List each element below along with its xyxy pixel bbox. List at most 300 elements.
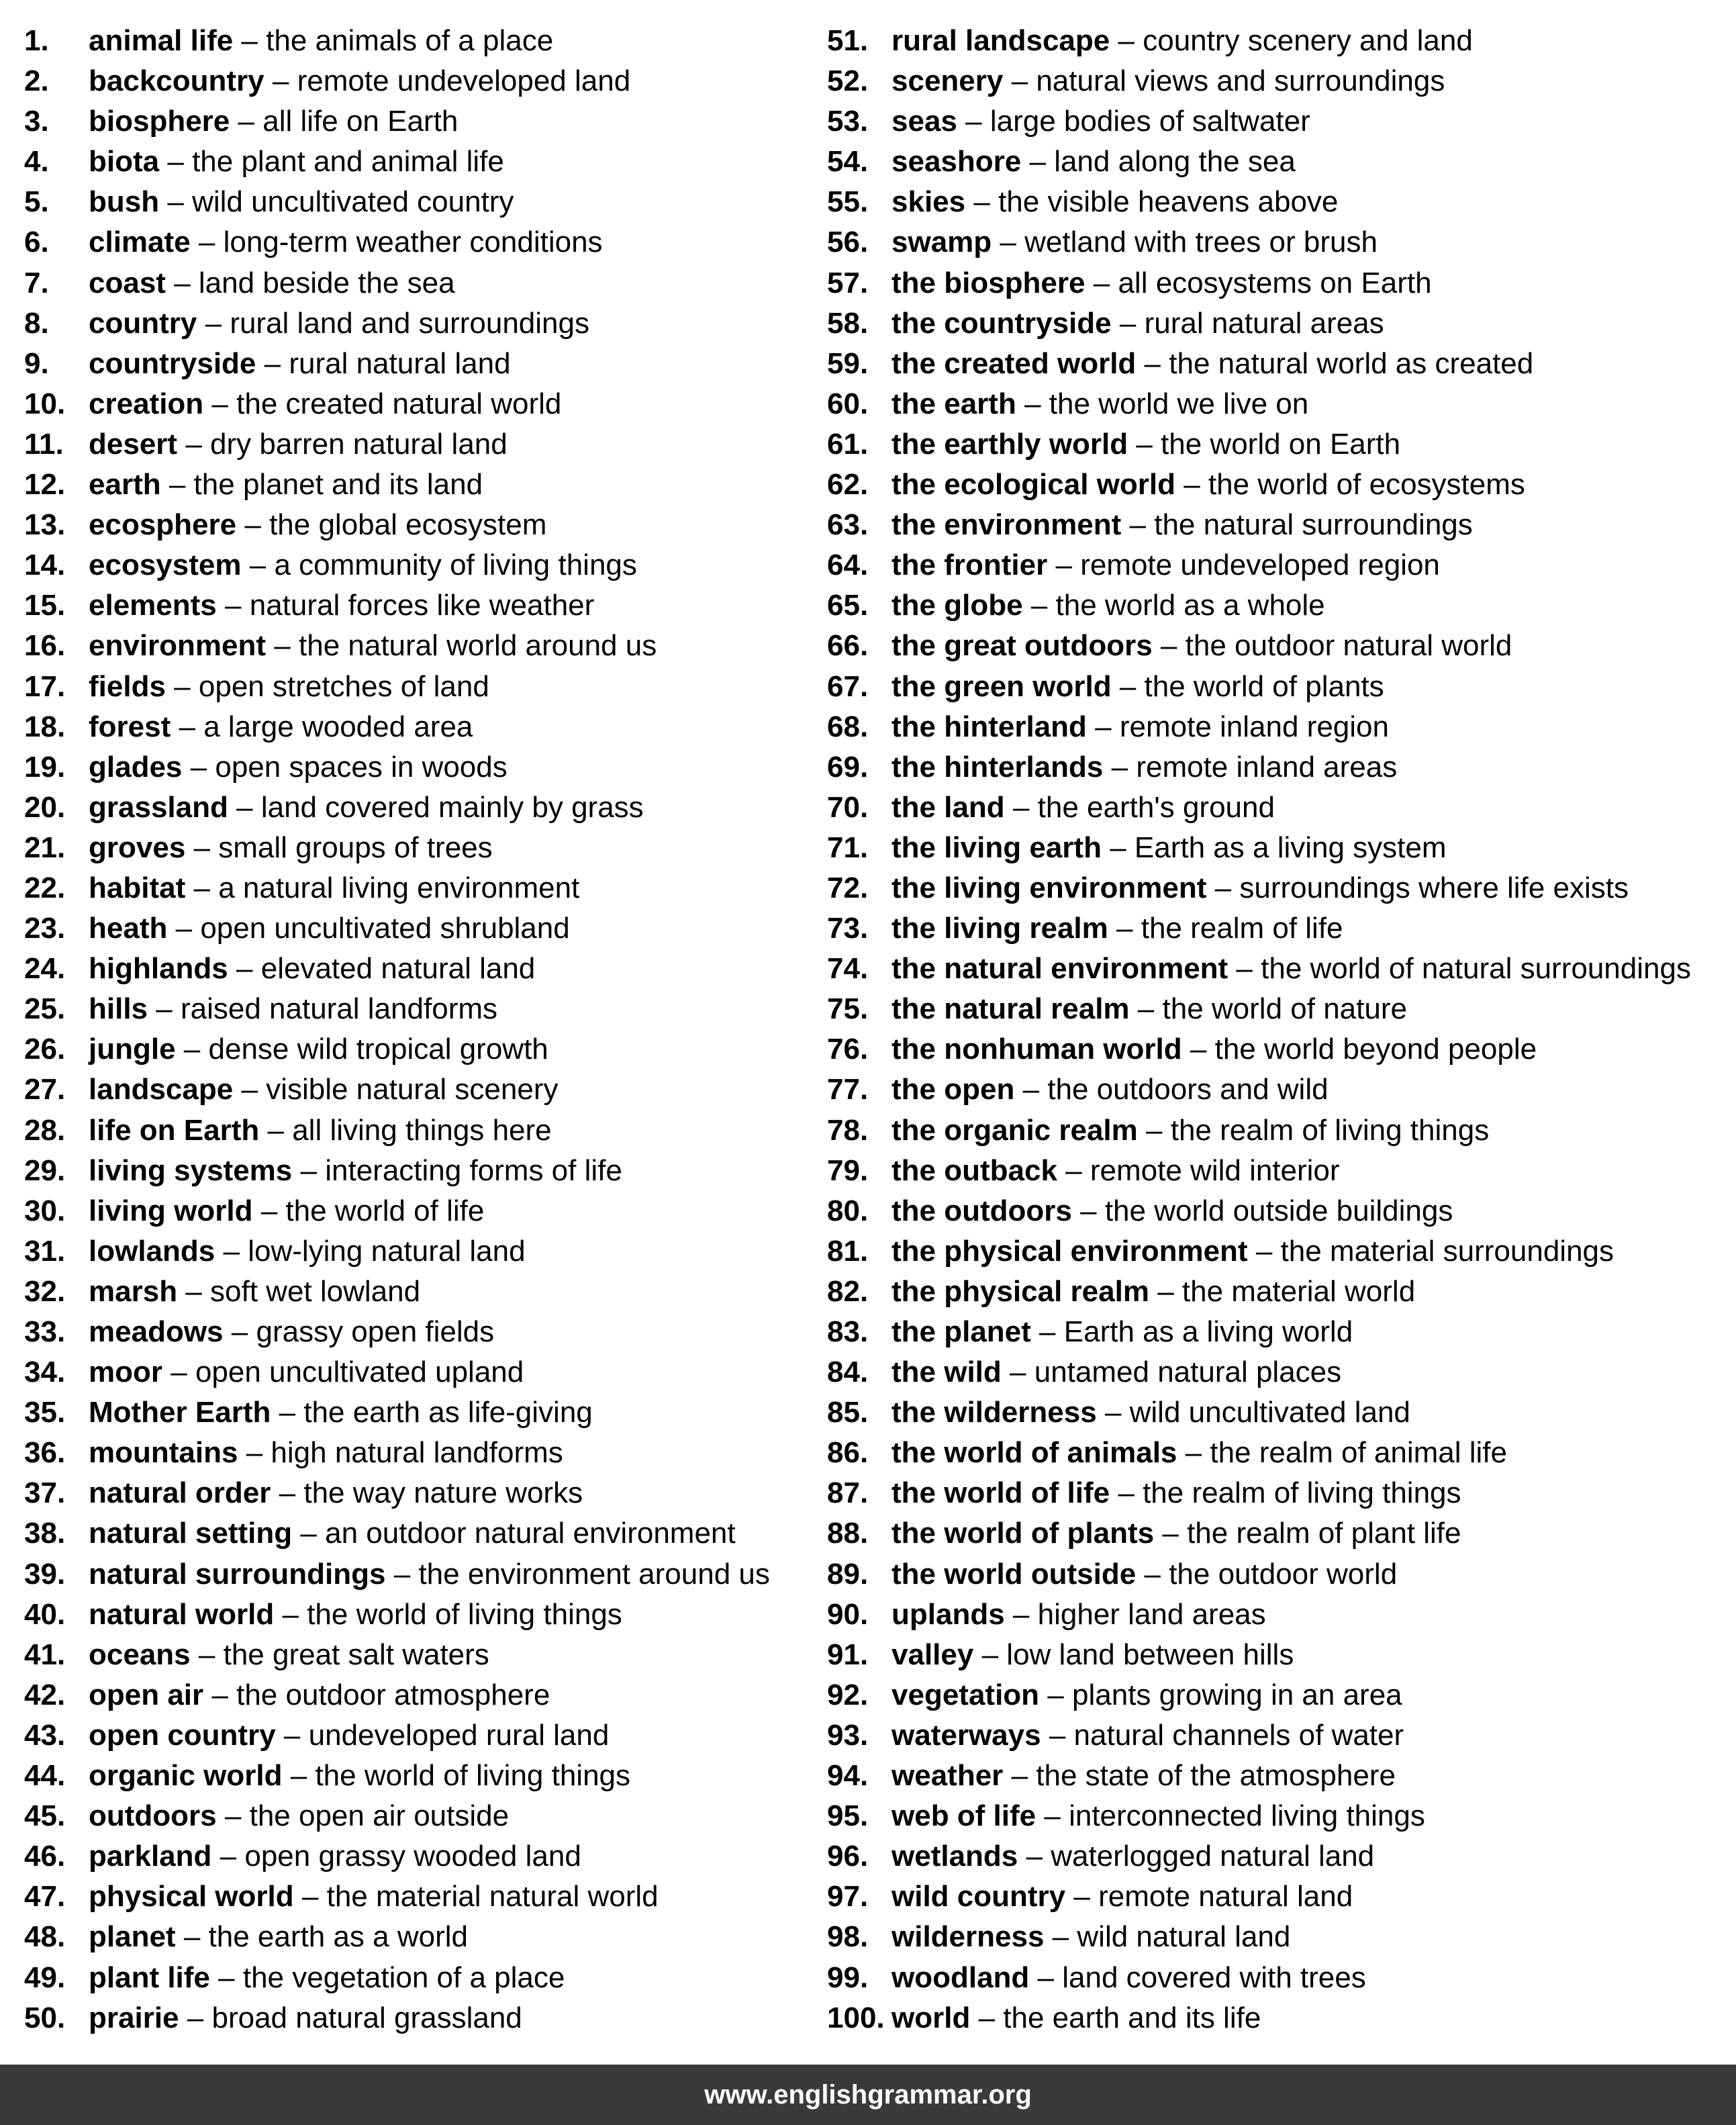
- item-definition: the vegetation of a place: [242, 1961, 565, 1994]
- list-item: [24, 545, 796, 585]
- item-term: animal life: [89, 24, 234, 57]
- list-item: [827, 1111, 1720, 1151]
- item-text: [891, 788, 1275, 828]
- item-separator: –: [225, 589, 242, 622]
- item-definition: remote undeveloped land: [297, 64, 631, 98]
- item-text: [891, 1352, 1341, 1392]
- item-definition: an outdoor natural environment: [325, 1517, 736, 1550]
- list-item: [827, 1029, 1720, 1070]
- item-separator: –: [981, 1638, 999, 1671]
- item-text: [891, 1473, 1461, 1513]
- item-separator: –: [1073, 1880, 1090, 1914]
- item-term: the living environment: [891, 871, 1207, 904]
- item-separator: –: [1144, 346, 1161, 380]
- item-number: 5.: [24, 185, 49, 219]
- item-term: the world outside: [891, 1557, 1137, 1591]
- item-term: the natural realm: [891, 992, 1130, 1026]
- item-number: 19.: [24, 750, 66, 784]
- item-term: seashore: [891, 145, 1022, 179]
- item-number: 83.: [827, 1315, 869, 1348]
- item-definition: the natural world as created: [1169, 346, 1534, 380]
- item-text: [891, 949, 1691, 989]
- item-definition: natural forces like weather: [249, 589, 595, 622]
- item-separator: –: [171, 1356, 187, 1389]
- item-separator: –: [193, 871, 210, 904]
- item-text: [891, 1231, 1614, 1272]
- item-text: [89, 1151, 622, 1191]
- item-term: groves: [89, 831, 186, 864]
- item-number: 85.: [827, 1396, 869, 1429]
- item-term: the natural environment: [891, 952, 1228, 986]
- item-number: 100.: [827, 2001, 885, 2034]
- item-text: [891, 182, 1338, 222]
- item-number: 47.: [24, 1880, 66, 1914]
- item-definition: grassy open fields: [256, 1315, 495, 1348]
- item-number: 37.: [24, 1476, 66, 1510]
- item-definition: soft wet lowland: [210, 1274, 421, 1308]
- list-item: [24, 626, 796, 666]
- item-text: [891, 465, 1525, 505]
- item-separator: –: [211, 1678, 228, 1711]
- item-term: the outback: [891, 1153, 1057, 1187]
- list-item: [24, 1231, 796, 1272]
- item-definition: dry barren natural land: [210, 427, 508, 461]
- item-term: living systems: [89, 1153, 293, 1187]
- item-definition: open uncultivated upland: [195, 1356, 524, 1389]
- item-definition: all living things here: [292, 1113, 552, 1147]
- item-definition: the world beyond people: [1214, 1033, 1537, 1066]
- list-item: [827, 1756, 1720, 1796]
- item-definition: rural land and surroundings: [230, 306, 589, 340]
- item-number: 8.: [24, 306, 49, 340]
- item-separator: –: [1129, 508, 1146, 542]
- item-definition: the world of ecosystems: [1208, 468, 1525, 502]
- item-text: [891, 1191, 1453, 1231]
- list-item: [24, 1796, 796, 1836]
- item-term: oceans: [89, 1638, 191, 1671]
- item-definition: the realm of living things: [1170, 1113, 1490, 1147]
- item-number: 92.: [827, 1678, 869, 1711]
- item-text: [89, 1595, 622, 1635]
- item-term: rural landscape: [891, 24, 1110, 57]
- item-number: 41.: [24, 1638, 66, 1671]
- item-text: [89, 585, 594, 626]
- item-term: the countryside: [891, 306, 1112, 340]
- item-number: 88.: [827, 1517, 869, 1550]
- item-definition: the outdoors and wild: [1047, 1073, 1329, 1106]
- item-number: 36.: [24, 1436, 66, 1470]
- item-text: [89, 263, 455, 303]
- item-definition: the earth as a world: [208, 1920, 468, 1954]
- item-number: 66.: [827, 629, 869, 663]
- item-text: [89, 989, 497, 1029]
- item-term: prairie: [89, 2001, 179, 2034]
- list-item: [827, 1151, 1720, 1191]
- item-term: ecosystem: [89, 549, 242, 582]
- item-definition: natural channels of water: [1073, 1718, 1404, 1752]
- item-term: world: [891, 2001, 971, 2034]
- item-separator: –: [1000, 226, 1016, 259]
- item-term: earth: [89, 468, 161, 502]
- item-text: [891, 344, 1533, 384]
- list-item: [827, 263, 1720, 303]
- list-item: [827, 505, 1720, 545]
- item-definition: the earth as life-giving: [303, 1396, 593, 1429]
- item-text: [89, 1513, 736, 1554]
- item-term: glades: [89, 750, 183, 784]
- item-definition: the world as a whole: [1055, 589, 1325, 622]
- item-term: country: [89, 306, 197, 340]
- list-item: [24, 989, 796, 1029]
- list-item: [24, 424, 796, 465]
- item-separator: –: [185, 1274, 202, 1308]
- item-text: [891, 1958, 1366, 1998]
- item-definition: the world of natural surroundings: [1261, 952, 1691, 986]
- item-separator: –: [1022, 1073, 1040, 1106]
- item-separator: –: [1055, 549, 1072, 582]
- item-separator: –: [393, 1557, 411, 1591]
- item-separator: –: [1065, 1153, 1082, 1187]
- item-definition: open uncultivated shrubland: [200, 912, 570, 945]
- item-definition: Earth as a living world: [1063, 1315, 1353, 1348]
- item-separator: –: [1026, 1840, 1043, 1873]
- item-number: 10.: [24, 387, 66, 420]
- list-item: [24, 747, 796, 788]
- list-item: [827, 747, 1720, 788]
- item-definition: broad natural grassland: [211, 2001, 522, 2034]
- list-item: [827, 1877, 1720, 1917]
- item-definition: the material world: [1182, 1274, 1416, 1308]
- list-item: [827, 667, 1720, 707]
- item-number: 12.: [24, 468, 66, 502]
- item-term: the ecological world: [891, 468, 1175, 502]
- item-number: 45.: [24, 1799, 66, 1833]
- item-text: [89, 747, 508, 788]
- item-term: environment: [89, 629, 267, 663]
- item-number: 79.: [827, 1153, 869, 1187]
- item-separator: –: [1255, 1234, 1273, 1268]
- item-number: 44.: [24, 1759, 66, 1793]
- list-item: [24, 101, 796, 142]
- list-item: [827, 384, 1720, 424]
- item-separator: –: [272, 64, 289, 98]
- item-definition: all life on Earth: [262, 105, 459, 138]
- item-text: [89, 21, 553, 61]
- list-item: [827, 1917, 1720, 1957]
- list-item: [24, 222, 796, 263]
- item-text: [89, 949, 535, 989]
- item-term: the planet: [891, 1315, 1031, 1348]
- item-text: [89, 1998, 522, 2038]
- item-text: [891, 222, 1378, 263]
- item-term: the earth: [891, 387, 1016, 420]
- item-text: [891, 424, 1400, 465]
- item-definition: surroundings where life exists: [1239, 871, 1629, 904]
- list-item: [24, 1836, 796, 1877]
- item-term: uplands: [891, 1597, 1005, 1631]
- item-term: wetlands: [891, 1840, 1018, 1873]
- item-number: 58.: [827, 306, 869, 340]
- item-term: open country: [89, 1718, 276, 1752]
- item-definition: wild uncultivated country: [192, 185, 514, 219]
- list-item: [827, 1675, 1720, 1715]
- item-definition: the natural surroundings: [1154, 508, 1473, 542]
- footer-bar: [0, 2065, 1736, 2125]
- item-text: [89, 222, 603, 263]
- list-item: [827, 1715, 1720, 1756]
- item-separator: –: [236, 790, 253, 824]
- item-separator: –: [978, 2001, 996, 2034]
- item-number: 6.: [24, 226, 49, 259]
- item-text: [891, 1111, 1489, 1151]
- item-number: 64.: [827, 549, 869, 582]
- list-item: [24, 505, 796, 545]
- item-term: fields: [89, 669, 166, 703]
- list-item: [24, 182, 796, 222]
- item-separator: –: [241, 1073, 258, 1106]
- item-definition: plants growing in an area: [1072, 1678, 1402, 1711]
- item-separator: –: [174, 266, 191, 299]
- footer-website: www.englishgrammar.org: [704, 2079, 1032, 2110]
- item-term: biota: [89, 145, 160, 179]
- item-term: the world of life: [891, 1476, 1110, 1510]
- item-separator: –: [1049, 1718, 1066, 1752]
- item-number: 70.: [827, 790, 869, 824]
- item-number: 99.: [827, 1961, 869, 1994]
- item-definition: large bodies of saltwater: [990, 105, 1310, 138]
- list-item: [24, 1473, 796, 1513]
- item-number: 7.: [24, 266, 49, 299]
- item-text: [89, 1352, 524, 1392]
- item-text: [891, 61, 1445, 101]
- item-term: the great outdoors: [891, 629, 1153, 663]
- item-term: the hinterlands: [891, 750, 1104, 784]
- item-number: 54.: [827, 145, 869, 179]
- list-item: [24, 1715, 796, 1756]
- item-term: lowlands: [89, 1234, 215, 1268]
- list-item: [827, 1554, 1720, 1595]
- item-text: [89, 505, 546, 545]
- item-text: [891, 828, 1447, 868]
- item-number: 50.: [24, 2001, 66, 2034]
- left-column: [24, 21, 796, 2038]
- item-number: 24.: [24, 952, 66, 986]
- list-item: [24, 1433, 796, 1473]
- item-term: elements: [89, 589, 217, 622]
- item-separator: –: [179, 710, 195, 743]
- list-item: [24, 1917, 796, 1957]
- item-term: organic world: [89, 1759, 283, 1793]
- item-number: 80.: [827, 1194, 869, 1227]
- item-term: seas: [891, 105, 957, 138]
- item-number: 43.: [24, 1718, 66, 1752]
- item-text: [891, 21, 1473, 61]
- item-definition: a community of living things: [274, 549, 637, 582]
- item-text: [891, 1513, 1461, 1554]
- item-definition: remote natural land: [1098, 1880, 1353, 1914]
- item-separator: –: [1104, 1396, 1122, 1429]
- item-number: 61.: [827, 427, 869, 461]
- list-item: [827, 303, 1720, 344]
- item-separator: –: [274, 629, 291, 663]
- item-text: [89, 1756, 630, 1796]
- item-text: [89, 1392, 593, 1433]
- item-separator: –: [238, 105, 254, 138]
- item-separator: –: [187, 2001, 204, 2034]
- item-separator: –: [185, 427, 202, 461]
- item-separator: –: [1011, 64, 1028, 98]
- list-item: [24, 667, 796, 707]
- item-term: web of life: [891, 1799, 1036, 1833]
- item-text: [89, 303, 589, 344]
- item-separator: –: [1029, 145, 1046, 179]
- item-separator: –: [224, 1799, 242, 1833]
- list-item: [827, 465, 1720, 505]
- item-term: creation: [89, 387, 204, 420]
- item-number: 17.: [24, 669, 66, 703]
- item-separator: –: [193, 831, 211, 864]
- item-text: [89, 707, 473, 747]
- item-definition: the world of nature: [1162, 992, 1407, 1026]
- item-text: [891, 1272, 1415, 1312]
- item-text: [89, 1070, 559, 1110]
- item-text: [89, 101, 458, 142]
- item-text: [891, 707, 1389, 747]
- item-number: 39.: [24, 1557, 66, 1591]
- item-number: 60.: [827, 387, 869, 420]
- item-definition: low land between hills: [1006, 1638, 1294, 1671]
- item-number: 15.: [24, 589, 66, 622]
- item-definition: visible natural scenery: [266, 1073, 559, 1106]
- item-text: [891, 1796, 1425, 1836]
- item-definition: the great salt waters: [223, 1638, 489, 1671]
- list-item: [827, 182, 1720, 222]
- item-separator: –: [279, 1476, 296, 1510]
- item-definition: the environment around us: [418, 1557, 770, 1591]
- item-text: [89, 1635, 489, 1675]
- item-number: 59.: [827, 346, 869, 380]
- item-term: marsh: [89, 1274, 178, 1308]
- list-item: [827, 908, 1720, 949]
- item-number: 82.: [827, 1274, 869, 1308]
- item-number: 81.: [827, 1234, 869, 1268]
- list-item: [827, 868, 1720, 908]
- item-definition: interconnected living things: [1069, 1799, 1425, 1833]
- list-item: [24, 1272, 796, 1312]
- item-definition: remote inland region: [1119, 710, 1389, 743]
- item-separator: –: [1110, 831, 1126, 864]
- item-separator: –: [264, 346, 281, 380]
- item-text: [891, 303, 1384, 344]
- item-separator: –: [198, 1638, 215, 1671]
- item-separator: –: [1137, 992, 1155, 1026]
- item-term: the physical realm: [891, 1274, 1149, 1308]
- list-item: [827, 1998, 1720, 2038]
- list-item: [827, 585, 1720, 626]
- list-item: [24, 707, 796, 747]
- list-item: [827, 1231, 1720, 1272]
- item-definition: all ecosystems on Earth: [1118, 266, 1432, 299]
- item-separator: –: [223, 1234, 240, 1268]
- item-text: [891, 1554, 1397, 1595]
- item-definition: the material natural world: [326, 1880, 659, 1914]
- item-number: 2.: [24, 64, 49, 98]
- item-separator: –: [1093, 266, 1110, 299]
- item-number: 87.: [827, 1476, 869, 1510]
- item-number: 33.: [24, 1315, 66, 1348]
- item-text: [89, 1675, 550, 1715]
- list-item: [24, 1111, 796, 1151]
- item-number: 49.: [24, 1961, 66, 1994]
- item-definition: the plant and animal life: [192, 145, 504, 179]
- list-item: [827, 1796, 1720, 1836]
- item-term: skies: [891, 185, 966, 219]
- item-term: the living earth: [891, 831, 1102, 864]
- list-item: [827, 1191, 1720, 1231]
- list-item: [827, 1392, 1720, 1433]
- list-item: [24, 1312, 796, 1352]
- list-item: [827, 1473, 1720, 1513]
- item-number: 76.: [827, 1033, 869, 1066]
- item-text: [89, 424, 508, 465]
- list-item: [827, 1352, 1720, 1392]
- item-definition: open grassy wooded land: [244, 1840, 581, 1873]
- item-number: 48.: [24, 1920, 66, 1954]
- list-item: [827, 222, 1720, 263]
- item-number: 56.: [827, 226, 869, 259]
- item-term: ecosphere: [89, 508, 237, 542]
- item-separator: –: [1184, 468, 1200, 502]
- item-definition: open stretches of land: [198, 669, 489, 703]
- item-term: heath: [89, 912, 168, 945]
- item-text: [89, 465, 483, 505]
- item-term: woodland: [891, 1961, 1030, 1994]
- item-text: [89, 1312, 494, 1352]
- item-separator: –: [1214, 871, 1232, 904]
- item-number: 52.: [827, 64, 869, 98]
- item-text: [89, 142, 504, 182]
- item-text: [891, 101, 1310, 142]
- item-definition: remote undeveloped region: [1080, 549, 1440, 582]
- item-separator: –: [1160, 629, 1177, 663]
- item-number: 22.: [24, 871, 66, 904]
- item-separator: –: [246, 1436, 263, 1470]
- item-term: the world of plants: [891, 1517, 1155, 1550]
- list-item: [827, 989, 1720, 1029]
- item-separator: –: [1039, 1315, 1056, 1348]
- list-item: [24, 788, 796, 828]
- item-term: wild country: [891, 1880, 1066, 1914]
- item-term: the hinterland: [891, 710, 1087, 743]
- item-definition: the world we live on: [1049, 387, 1309, 420]
- item-number: 9.: [24, 346, 49, 380]
- item-separator: –: [1095, 710, 1112, 743]
- list-item: [827, 424, 1720, 465]
- item-term: natural surroundings: [89, 1557, 386, 1591]
- item-definition: low-lying natural land: [248, 1234, 526, 1268]
- item-definition: wild uncultivated land: [1129, 1396, 1410, 1429]
- item-definition: the world of life: [285, 1194, 485, 1227]
- list-item: [827, 1433, 1720, 1473]
- item-term: physical world: [89, 1880, 294, 1914]
- item-separator: –: [1024, 387, 1041, 420]
- item-term: desert: [89, 427, 178, 461]
- item-separator: –: [220, 1840, 237, 1873]
- item-text: [891, 1433, 1507, 1473]
- item-separator: –: [279, 1396, 296, 1429]
- item-text: [89, 667, 489, 707]
- list-item: [827, 142, 1720, 182]
